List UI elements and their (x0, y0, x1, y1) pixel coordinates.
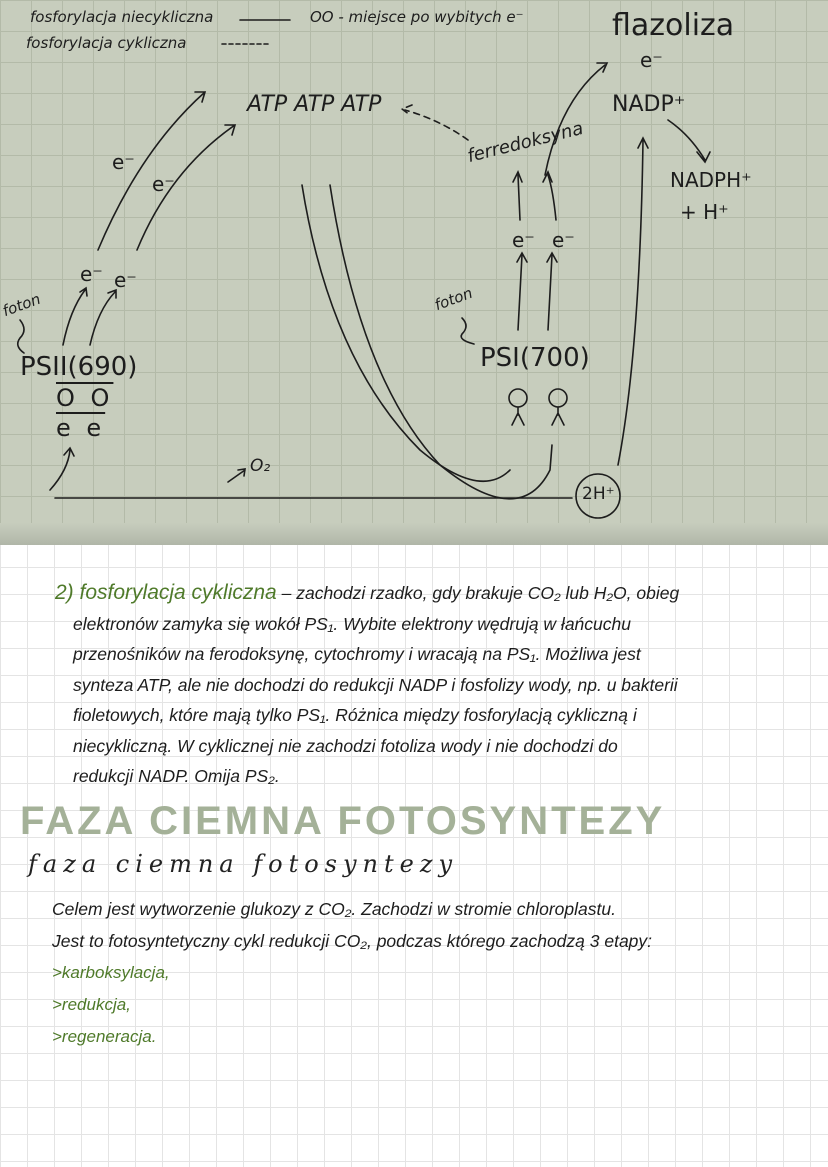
stage-item: >redukcja, (52, 995, 131, 1014)
psi-label: PSI(700) (480, 343, 590, 373)
electron-label: e⁻ (552, 228, 575, 252)
arrow-water (50, 448, 74, 490)
flazoliza-label: flazoliza (612, 8, 735, 43)
dark-phase-heading: FAZA CIEMNA FOTOSYNTEZY (20, 799, 666, 843)
legend-cyclic: fosforylacja cykliczna (26, 34, 187, 52)
nadph-label: NADPH⁺ (670, 168, 752, 192)
legend-holes: OO - miejsce po wybitych e⁻ (310, 8, 524, 26)
electron-label: e⁻ (512, 228, 535, 252)
text-line: Jest to fotosyntetyczny cykl redukcji CO₂, podczas którego zachodzą 3 etapy: (52, 931, 653, 951)
h-plus-label: + H⁺ (680, 200, 729, 224)
text-line: redukcji NADP. Omija PS₂. (73, 766, 280, 786)
arrow-dashed-ferredoxin-atp (402, 105, 468, 140)
electron-label: e⁻ (112, 150, 135, 174)
dark-phase-text (52, 893, 652, 1053)
section-title: 2) fosforylacja cykliczna (55, 581, 277, 604)
u-curve-inner (302, 185, 510, 481)
arrow-psi-up-1 (517, 253, 527, 330)
electron-label: e⁻ (152, 172, 175, 196)
arrow-e-ferredoxin-2 (543, 172, 556, 220)
nadp-label: NADP⁺ (612, 92, 686, 117)
foton-label: foton (432, 283, 475, 315)
text-line: synteza ATP, ale nie dochodzi do redukcji NADP i fosfolizy wody, np. u bakterii (73, 674, 678, 695)
psii-label: PSII(690) (20, 352, 138, 382)
arrow-psi-up-2 (547, 253, 557, 330)
text-line: przenośników na ferodoksynę, cytochromy i wracają na PS₁. Możliwa jest (73, 644, 641, 664)
oxygen-label: O₂ (250, 456, 271, 476)
ferredoksyna-label: ferredoksyna (465, 117, 586, 168)
foton-arrow-left (18, 320, 24, 353)
holes-o-label: O O (56, 384, 114, 412)
text-line: – zachodzi rzadko, gdy brakuje CO₂ lub H₂O, obieg (276, 583, 680, 603)
dark-phase-heading-handwritten: faza ciemna fotosyntezy (28, 850, 459, 878)
foton-label: foton (0, 289, 43, 321)
stage-item: >regeneracja. (52, 1027, 157, 1046)
arrow-psii-e-1 (63, 288, 87, 345)
foton-arrow-right (461, 318, 474, 344)
holes-e-label: e e (56, 414, 106, 442)
electron-label: e⁻ (640, 48, 663, 72)
stage-item: >karboksylacja, (52, 963, 170, 982)
two-h-label: 2H⁺ (582, 484, 615, 504)
arrow-oxygen (228, 469, 245, 482)
arrow-e-ferredoxin-1 (513, 172, 522, 220)
arrow-nadp-to-nadph (668, 120, 710, 162)
text-line: Celem jest wytworzenie glukozy z CO₂. Zachodzi w stromie chloroplastu. (52, 899, 616, 919)
text-line: niecykliczną. W cyklicznej nie zachodzi fotoliza wody i nie dochodzi do (73, 735, 618, 756)
electron-label: e⁻ (114, 268, 137, 292)
text-line: fioletowych, które mają tylko PS₁. Różnica między fosforylacją cykliczną i (73, 705, 637, 725)
electron-hole-figures (509, 389, 567, 425)
atp-label: ATP ATP ATP (247, 92, 382, 117)
electron-label: e⁻ (80, 262, 103, 286)
arrow-2h-to-nadp (618, 138, 648, 465)
text-line: elektronów zamyka się wokół PS₁. Wybite elektrony wędrują w łańcuchu (73, 613, 631, 634)
arrow-psii-e-2 (90, 290, 116, 345)
legend-noncyclic: fosforylacja niecykliczna (30, 8, 214, 26)
cyclic-phosphorylation-text (55, 578, 679, 792)
